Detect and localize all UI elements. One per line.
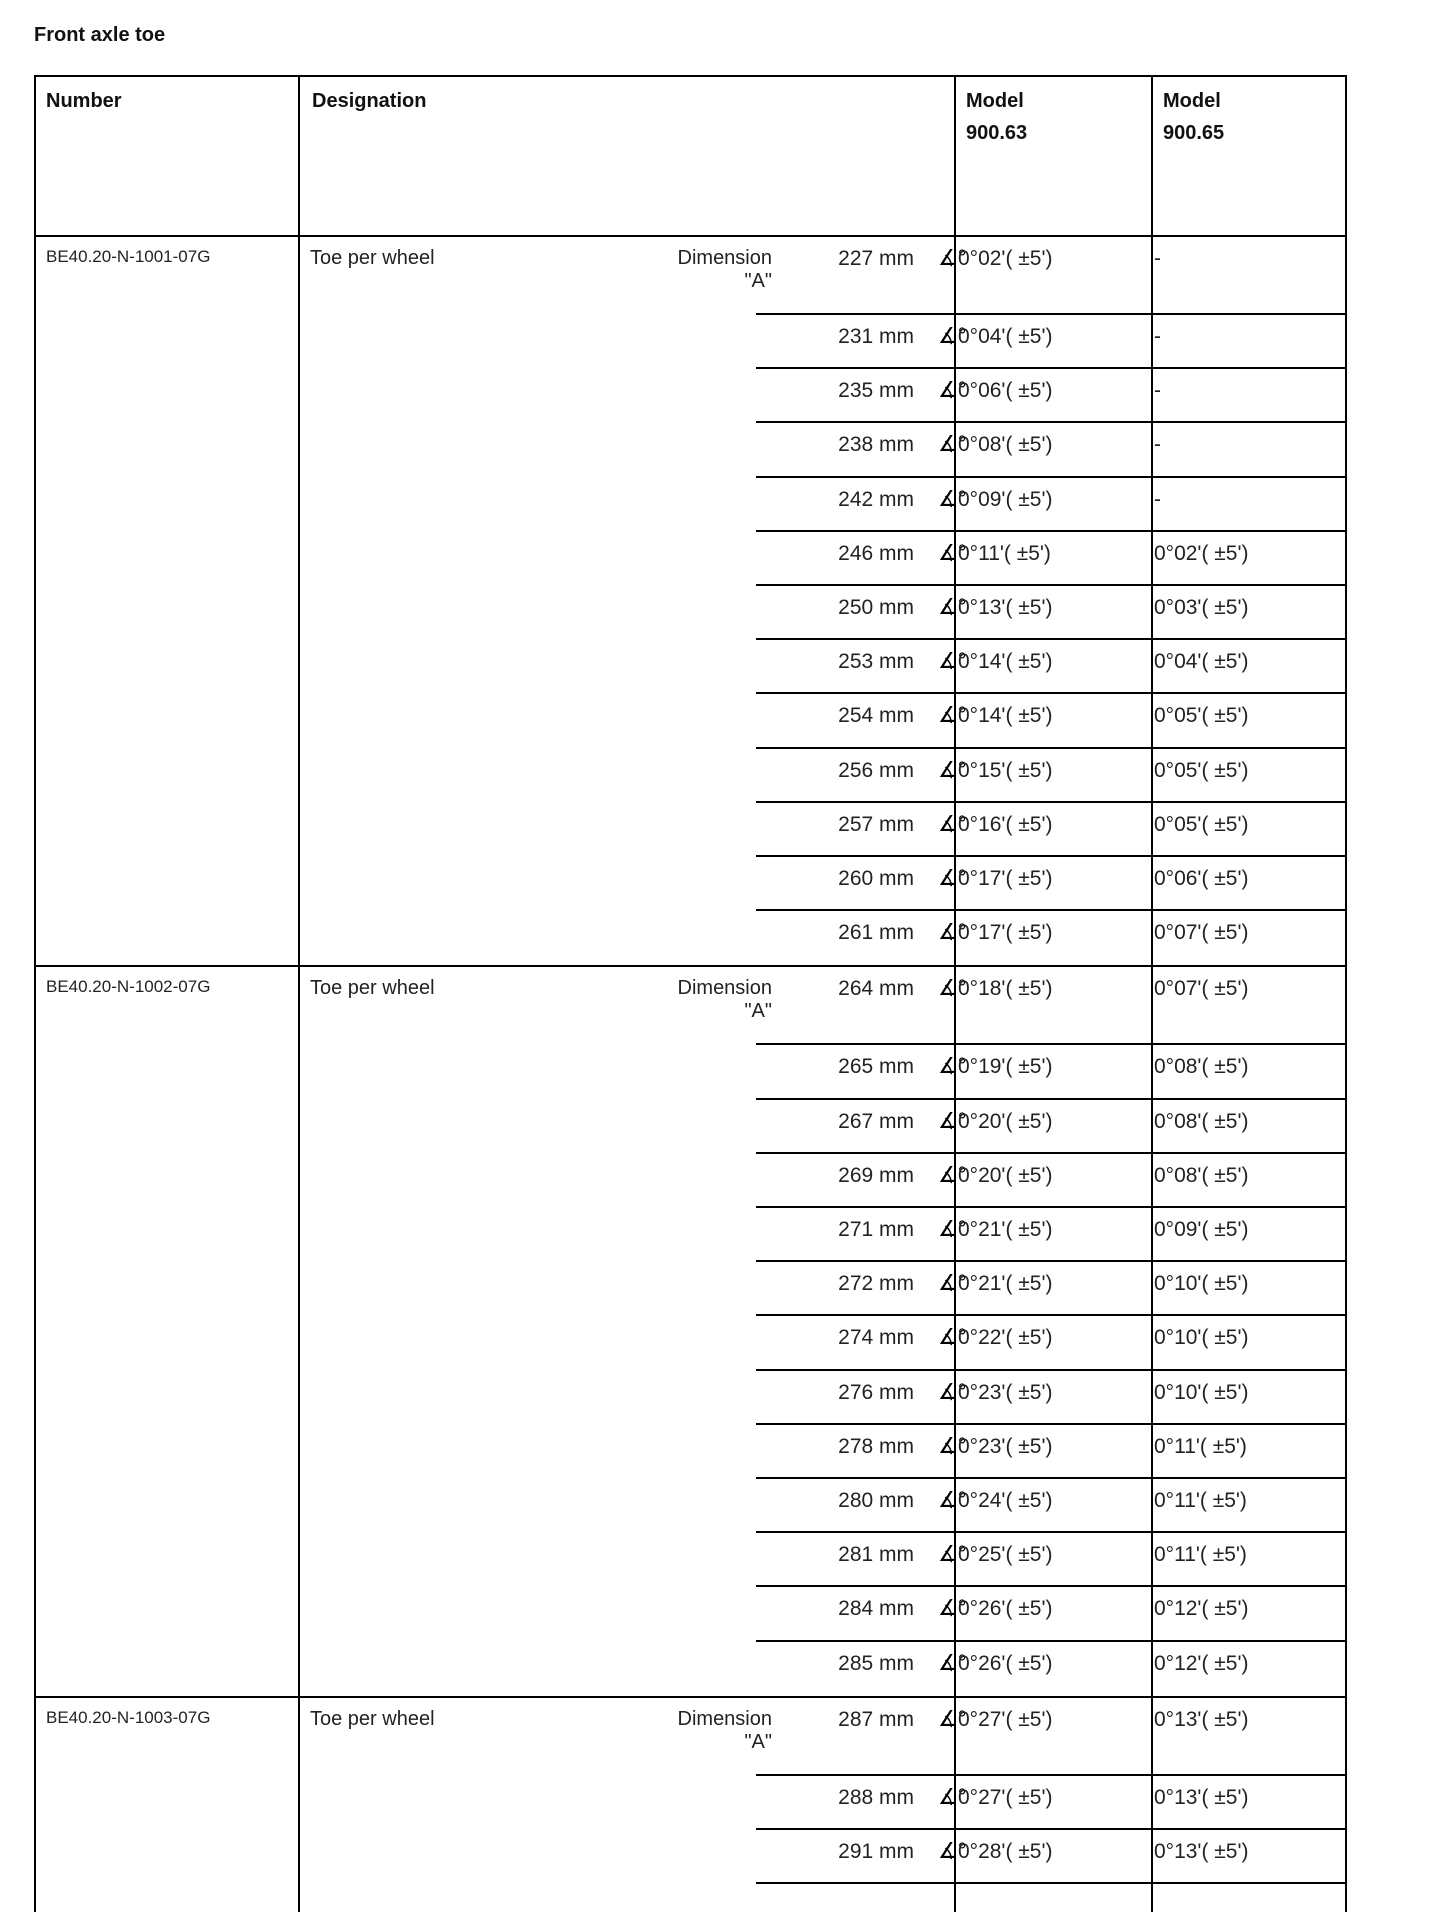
- angle-icon: ∡°: [938, 810, 967, 836]
- angle-icon: ∡°: [938, 323, 967, 348]
- dimension-value: 254 mm: [838, 704, 914, 728]
- model-1-toe-value: 0°21'( ±5'): [958, 1217, 1053, 1241]
- model-1-toe-value: 0°09'( ±5'): [958, 487, 1053, 511]
- table-row: [36, 369, 1345, 423]
- spec-designation: Toe per wheel: [310, 977, 435, 1000]
- row-divider: [756, 1882, 1345, 1884]
- header-model-1-label: Model: [966, 90, 1024, 112]
- table-header: [36, 77, 1345, 237]
- dimension-value: 260 mm: [838, 867, 914, 890]
- table-row: [36, 1587, 1345, 1641]
- dimension-value: 256 mm: [838, 758, 914, 782]
- header-model-1: [956, 77, 1152, 235]
- model-1-toe-value: 0°04'( ±5'): [958, 325, 1053, 348]
- table-row: [36, 1642, 1345, 1696]
- dimension-value: 257 mm: [838, 812, 914, 836]
- model-1-toe-value: 0°22'( ±5'): [958, 1326, 1053, 1350]
- angle-icon: ∡°: [938, 1324, 967, 1350]
- angle-icon: ∡°: [938, 648, 967, 674]
- table-row: [36, 423, 1345, 477]
- dimension-value: 253 mm: [838, 650, 914, 674]
- table-row: [36, 586, 1345, 640]
- model-1-toe-value: 0°19'( ±5'): [958, 1055, 1053, 1079]
- table-row: [36, 694, 1345, 748]
- model-1-toe-value: 0°15'( ±5'): [958, 758, 1053, 782]
- dimension-ref: "A": [744, 1000, 772, 1023]
- table-row: [36, 237, 1345, 315]
- spec-number: BE40.20-N-1003-07G: [46, 1707, 211, 1727]
- model-1-toe-value: 0°18'( ±5'): [958, 977, 1053, 1001]
- dimension-value: 265 mm: [838, 1055, 914, 1079]
- model-1-toe-value: 0°27'( ±5'): [958, 1785, 1053, 1809]
- table-row: [36, 1425, 1345, 1479]
- angle-icon: ∡°: [938, 1649, 967, 1675]
- model-2-toe-value: -: [1154, 379, 1161, 403]
- angle-icon: ∡°: [938, 1486, 967, 1512]
- table-row: [36, 1208, 1345, 1262]
- dimension-value: 264 mm: [838, 977, 914, 1001]
- spec-number: BE40.20-N-1002-07G: [46, 977, 211, 997]
- angle-icon: ∡°: [938, 919, 967, 945]
- spec-designation: Toe per wheel: [310, 247, 435, 269]
- model-1-toe-value: 0°23'( ±5'): [958, 1380, 1053, 1404]
- header-model-2-id: 900.65: [1163, 122, 1225, 144]
- table-row: [36, 1262, 1345, 1316]
- angle-icon: ∡°: [938, 1053, 967, 1079]
- angle-icon: ∡°: [938, 1215, 967, 1241]
- model-1-toe-value: 0°17'( ±5'): [958, 921, 1053, 945]
- dimension-ref: "A": [744, 1730, 772, 1753]
- dimension-value: 231 mm: [838, 325, 914, 348]
- angle-icon: ∡°: [938, 1783, 967, 1809]
- dimension-value: 242 mm: [838, 487, 914, 511]
- model-1-toe-value: 0°13'( ±5'): [958, 596, 1053, 619]
- model-2-toe-value: 0°08'( ±5'): [1154, 1109, 1249, 1133]
- angle-icon: ∡°: [938, 539, 967, 565]
- dimension-value: 280 mm: [838, 1488, 914, 1512]
- dimension-value: 288 mm: [838, 1785, 914, 1809]
- model-1-toe-value: 0°26'( ±5'): [958, 1651, 1053, 1675]
- angle-icon: ∡°: [938, 865, 967, 890]
- angle-icon: ∡°: [938, 594, 967, 619]
- header-number: [36, 77, 300, 235]
- dimension-value: 238 mm: [838, 433, 914, 457]
- table-row: [36, 640, 1345, 694]
- table-row: [36, 1698, 1345, 1776]
- model-2-toe-value: 0°08'( ±5'): [1154, 1163, 1249, 1187]
- angle-icon: ∡°: [938, 485, 967, 511]
- dimension-value: 287 mm: [838, 1707, 914, 1731]
- header-model-1-id: 900.63: [966, 122, 1028, 144]
- header-designation-label: Designation: [312, 90, 427, 112]
- spec-group: [36, 967, 1345, 1697]
- table-row: [36, 1154, 1345, 1208]
- table-row: [36, 967, 1345, 1045]
- table-row: [36, 1371, 1345, 1425]
- model-2-toe-value: 0°06'( ±5'): [1154, 867, 1249, 890]
- spec-group: [36, 1698, 1345, 1884]
- dimension-value: 281 mm: [838, 1543, 914, 1567]
- angle-icon: ∡°: [938, 975, 967, 1001]
- model-1-toe-value: 0°25'( ±5'): [958, 1543, 1053, 1567]
- model-1-toe-value: 0°16'( ±5'): [958, 812, 1053, 836]
- header-number-label: Number: [46, 90, 122, 112]
- spec-number: BE40.20-N-1001-07G: [46, 247, 211, 266]
- model-1-toe-value: 0°11'( ±5'): [958, 541, 1051, 565]
- angle-icon: ∡°: [938, 377, 967, 403]
- model-1-toe-value: 0°28'( ±5'): [958, 1839, 1053, 1863]
- model-2-toe-value: 0°11'( ±5'): [1154, 1434, 1247, 1458]
- model-2-toe-value: 0°05'( ±5'): [1154, 812, 1249, 836]
- dimension-value: 284 mm: [838, 1597, 914, 1621]
- front-axle-toe-table: [34, 75, 1347, 1912]
- dimension-label: Dimension: [677, 1707, 772, 1730]
- table-row: [36, 803, 1345, 857]
- header-model-2-label: Model: [1163, 90, 1221, 112]
- model-1-toe-value: 0°26'( ±5'): [958, 1597, 1053, 1621]
- model-1-toe-value: 0°20'( ±5'): [958, 1109, 1053, 1133]
- table-row: [36, 1100, 1345, 1154]
- angle-icon: ∡°: [938, 1837, 967, 1863]
- model-1-toe-value: 0°20'( ±5'): [958, 1163, 1053, 1187]
- model-2-toe-value: 0°10'( ±5'): [1154, 1380, 1249, 1404]
- angle-icon: ∡°: [938, 1595, 967, 1621]
- spec-group: [36, 237, 1345, 967]
- model-2-toe-value: -: [1154, 247, 1161, 270]
- dimension-value: 272 mm: [838, 1272, 914, 1296]
- angle-icon: ∡°: [938, 1161, 967, 1187]
- model-2-toe-value: 0°10'( ±5'): [1154, 1272, 1249, 1296]
- model-1-toe-value: 0°27'( ±5'): [958, 1707, 1053, 1731]
- dimension-value: 250 mm: [838, 596, 914, 619]
- model-1-toe-value: 0°14'( ±5'): [958, 650, 1053, 674]
- table-row: [36, 1533, 1345, 1587]
- model-2-toe-value: 0°10'( ±5'): [1154, 1326, 1249, 1350]
- model-2-toe-value: -: [1154, 433, 1161, 457]
- model-2-toe-value: -: [1154, 325, 1161, 348]
- table-row: [36, 1045, 1345, 1099]
- angle-icon: ∡°: [938, 431, 967, 457]
- model-2-toe-value: 0°12'( ±5'): [1154, 1597, 1249, 1621]
- angle-icon: ∡°: [938, 1107, 967, 1133]
- model-2-toe-value: 0°03'( ±5'): [1154, 596, 1249, 619]
- table-row: [36, 911, 1345, 965]
- angle-icon: ∡°: [938, 1270, 967, 1296]
- table-row: [36, 1830, 1345, 1884]
- model-1-toe-value: 0°21'( ±5'): [958, 1272, 1053, 1296]
- model-2-toe-value: 0°08'( ±5'): [1154, 1055, 1249, 1079]
- model-2-toe-value: 0°13'( ±5'): [1154, 1707, 1249, 1731]
- table-row: [36, 749, 1345, 803]
- dimension-value: 227 mm: [838, 247, 914, 270]
- angle-icon: ∡°: [938, 245, 967, 270]
- model-2-toe-value: 0°07'( ±5'): [1154, 977, 1249, 1001]
- model-1-toe-value: 0°06'( ±5'): [958, 379, 1053, 403]
- model-1-toe-value: 0°02'( ±5'): [958, 247, 1053, 270]
- table-row: [36, 1316, 1345, 1370]
- table-row: [36, 1776, 1345, 1830]
- model-1-toe-value: 0°14'( ±5'): [958, 704, 1053, 728]
- model-2-toe-value: 0°05'( ±5'): [1154, 704, 1249, 728]
- dimension-value: 274 mm: [838, 1326, 914, 1350]
- dimension-label: Dimension: [677, 977, 772, 1000]
- dimension-value: 276 mm: [838, 1380, 914, 1404]
- model-2-toe-value: 0°11'( ±5'): [1154, 1488, 1247, 1512]
- model-2-toe-value: 0°02'( ±5'): [1154, 541, 1249, 565]
- angle-icon: ∡°: [938, 756, 967, 782]
- model-2-toe-value: 0°13'( ±5'): [1154, 1839, 1249, 1863]
- spec-designation: Toe per wheel: [310, 1707, 435, 1730]
- model-1-toe-value: 0°08'( ±5'): [958, 433, 1053, 457]
- table-row: [36, 1479, 1345, 1533]
- model-1-toe-value: 0°23'( ±5'): [958, 1434, 1053, 1458]
- angle-icon: ∡°: [938, 1432, 967, 1458]
- dimension-value: 267 mm: [838, 1109, 914, 1133]
- header-designation: [302, 77, 958, 235]
- model-2-toe-value: 0°12'( ±5'): [1154, 1651, 1249, 1675]
- dimension-value: 269 mm: [838, 1163, 914, 1187]
- dimension-ref: "A": [744, 270, 772, 292]
- angle-icon: ∡°: [938, 1541, 967, 1567]
- dimension-value: 285 mm: [838, 1651, 914, 1675]
- table-row: [36, 532, 1345, 586]
- model-2-toe-value: 0°13'( ±5'): [1154, 1785, 1249, 1809]
- dimension-value: 246 mm: [838, 541, 914, 565]
- angle-icon: ∡°: [938, 1378, 967, 1404]
- table-row: [36, 478, 1345, 532]
- angle-icon: ∡°: [938, 702, 967, 728]
- model-2-toe-value: 0°07'( ±5'): [1154, 921, 1249, 945]
- model-2-toe-value: 0°11'( ±5'): [1154, 1543, 1247, 1567]
- table-row: [36, 315, 1345, 369]
- header-model-2: [1153, 77, 1347, 235]
- dimension-label: Dimension: [677, 247, 772, 269]
- model-2-toe-value: 0°09'( ±5'): [1154, 1217, 1249, 1241]
- model-1-toe-value: 0°24'( ±5'): [958, 1488, 1053, 1512]
- model-1-toe-value: 0°17'( ±5'): [958, 867, 1053, 890]
- angle-icon: ∡°: [938, 1705, 967, 1731]
- dimension-value: 235 mm: [838, 379, 914, 403]
- table-row: [36, 857, 1345, 911]
- model-2-toe-value: 0°05'( ±5'): [1154, 758, 1249, 782]
- page-title: Front axle toe: [34, 24, 166, 46]
- dimension-value: 291 mm: [838, 1839, 914, 1863]
- dimension-value: 278 mm: [838, 1434, 914, 1458]
- dimension-value: 261 mm: [838, 921, 914, 945]
- dimension-value: 271 mm: [838, 1217, 914, 1241]
- model-2-toe-value: -: [1154, 487, 1161, 511]
- model-2-toe-value: 0°04'( ±5'): [1154, 650, 1249, 674]
